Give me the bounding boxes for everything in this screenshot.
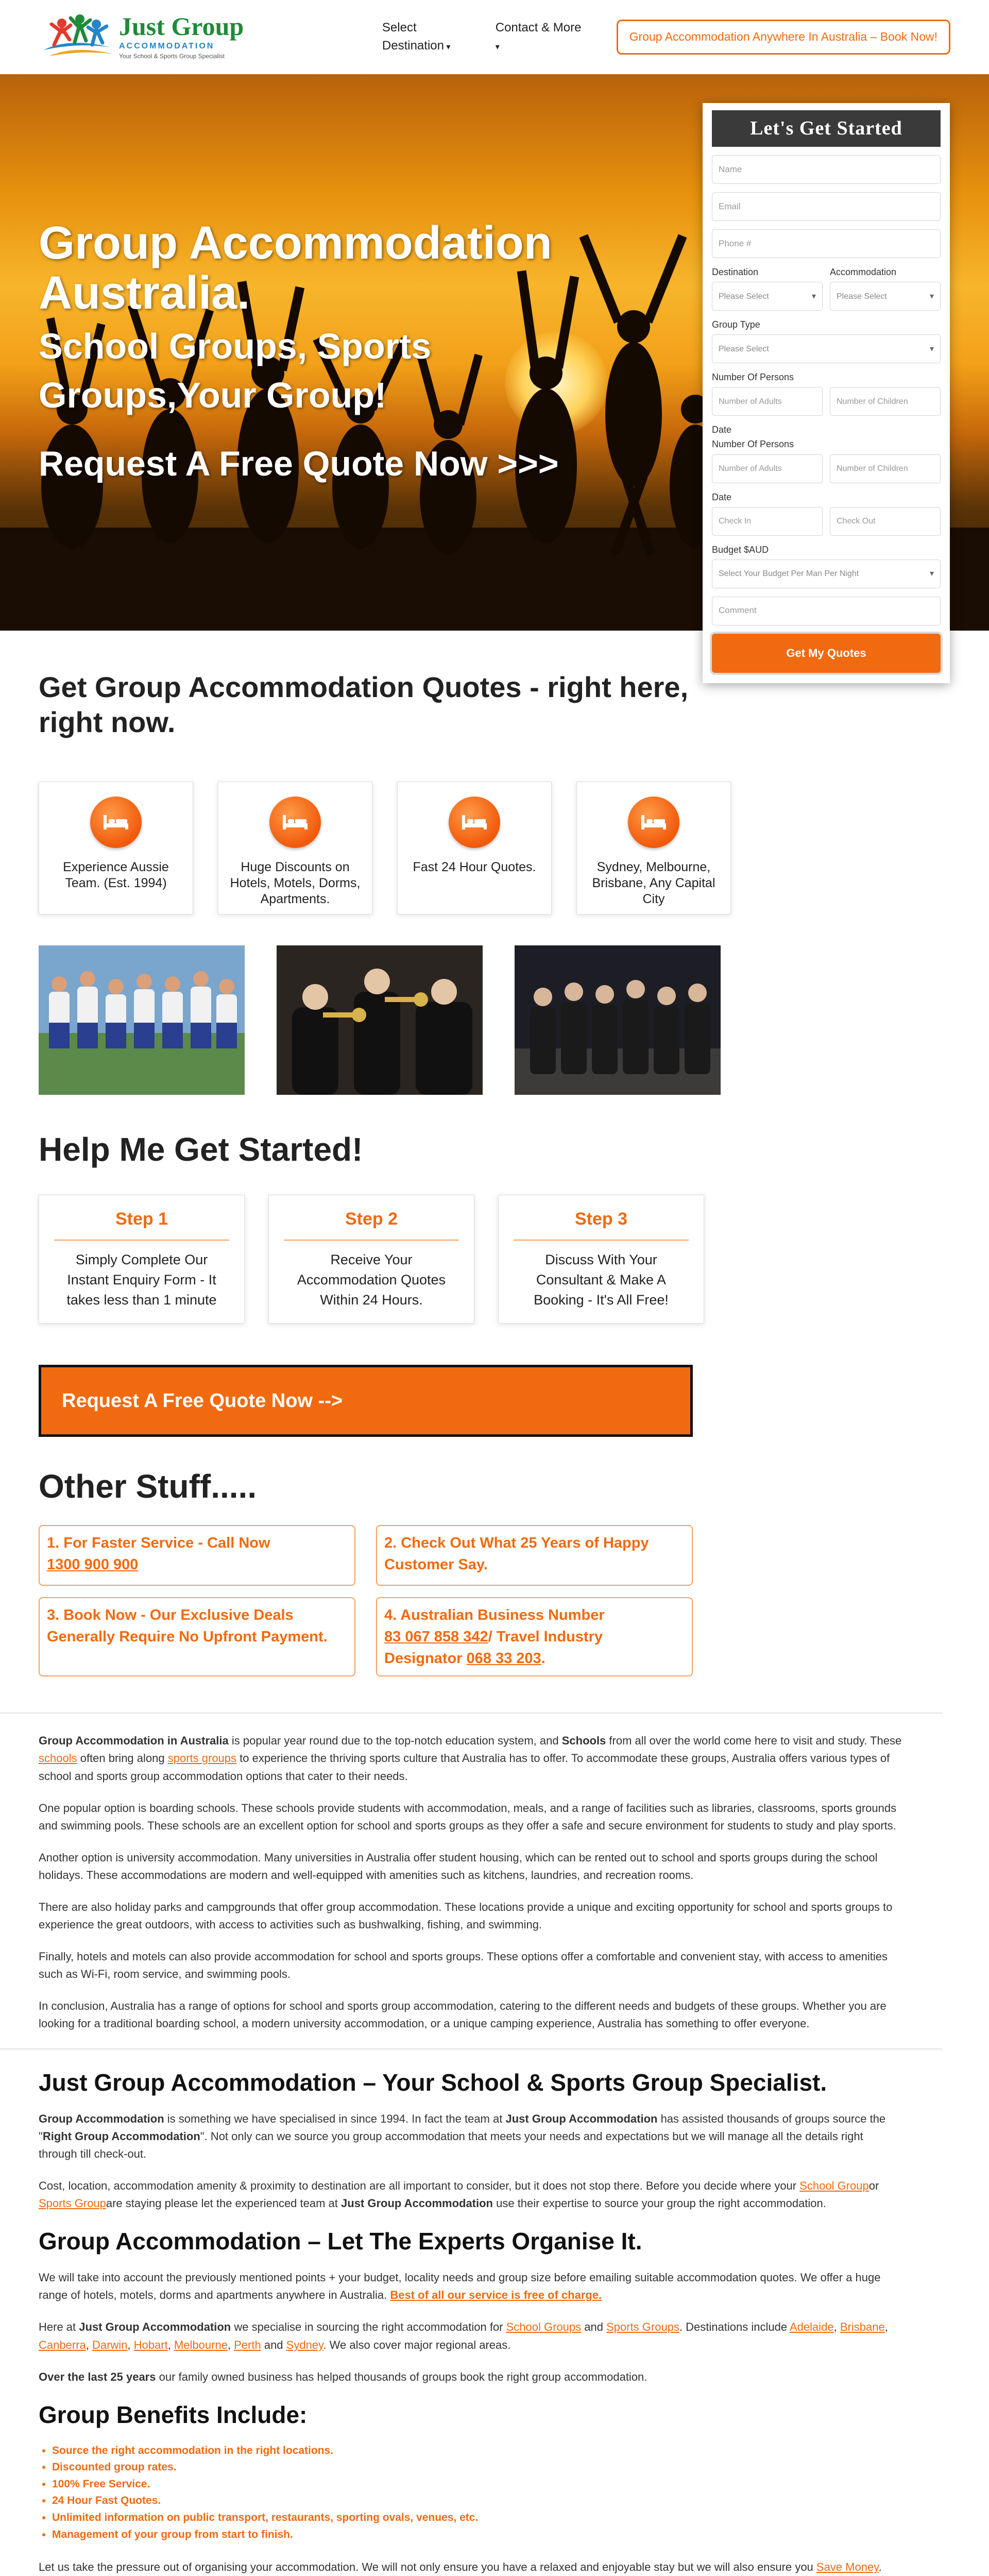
benefit-item: • Discounted group rates.	[52, 2459, 904, 2476]
text: We will take into account the previously mentioned points + your budget, locality needs and group size before emailing suitable accommodation quotes. We offer a huge range of hotels, motels, dorms and apartments anywhere in Australia.	[39, 2271, 881, 2302]
step-desc: Discuss With Your Consultant & Make A Booking - It's All Free!	[534, 1251, 669, 1308]
budget-select[interactable]	[712, 560, 941, 588]
city-link-brisbane[interactable]: Brisbane	[840, 2320, 885, 2334]
feature-cards	[39, 782, 950, 914]
call-box	[39, 1525, 355, 1586]
bed-icon	[90, 796, 142, 848]
logo-figures-icon	[39, 9, 116, 65]
text: and	[581, 2320, 607, 2334]
hero-text	[39, 218, 559, 489]
text: . Destinations include	[679, 2320, 790, 2334]
paragraph: Another option is university accommodation. Many universities in Australia offer student housing, which can be rented out to school and sports groups during the school holidays. These accommodations are modern and well-equipped with amenities such as kitchens, laundries, and recreation rooms.	[39, 1851, 878, 1882]
steps	[39, 1195, 950, 1324]
name-input[interactable]: Name	[712, 155, 941, 184]
check-out-input[interactable]: Check Out	[830, 507, 941, 536]
feature-text: Huge Discounts on Hotels, Motels, Dorms, Apartments.	[230, 859, 361, 907]
hero-subtitle-line1: School Groups, Sports	[39, 326, 432, 367]
group-type-value: Please Select	[719, 344, 769, 353]
logo-subtitle: ACCOMMODATION	[119, 41, 215, 50]
text: are staying please let the experienced team at	[106, 2197, 342, 2210]
text: our family owned business has helped thousands of groups book the right group accommodation.	[156, 2370, 647, 2383]
period: .	[541, 1650, 545, 1667]
text: we specialise in sourcing the right accommodation for	[231, 2320, 506, 2334]
quotes-heading: Get Group Accommodation Quotes - right here, right now.	[39, 671, 689, 739]
check-in-input[interactable]: Check In	[712, 507, 823, 536]
email-input[interactable]: Email	[712, 192, 941, 221]
school-group-link[interactable]: School Group	[799, 2179, 869, 2192]
free-quote-button[interactable]: Request A Free Quote Now -->	[39, 1365, 693, 1437]
free-service-link[interactable]: Best of all our service is free of charge.	[390, 2289, 602, 2302]
site-logo[interactable]	[39, 9, 320, 65]
experts-heading: Group Accommodation – Let The Experts Organise It.	[39, 2228, 642, 2255]
nav-contact-more[interactable]: Contact & More ▾	[496, 19, 582, 55]
accommodation-select[interactable]	[830, 282, 941, 311]
bold-text: Group Accommodation in Australia	[39, 1734, 229, 1748]
schools-link[interactable]: schools	[39, 1752, 77, 1765]
step-desc: Receive Your Accommodation Quotes Within 24 Hours.	[297, 1251, 446, 1308]
bed-icon	[628, 796, 679, 848]
text: . We also cover major regional areas.	[323, 2338, 511, 2351]
designator-link[interactable]: 068 33 203	[466, 1650, 541, 1667]
paragraph	[39, 2269, 904, 2304]
children-input[interactable]: Number of Children	[830, 387, 941, 416]
paragraph: Here at Just Group Accommodation we specialise in sourcing the right accommodation for School Groups and Sports Groups. Destinations include Adelaide, Brisbane, Canberra, Darwin, Hobart, Melbourne, Perth and Sydney. We also cover major regional areas.	[39, 2320, 888, 2351]
benefits-heading: Group Benefits Include:	[39, 2401, 308, 2428]
book-now-text: 3. Book Now - Our Exclusive Deals Generally Require No Upfront Payment.	[47, 1607, 328, 1646]
photo-gallery	[39, 945, 950, 1095]
divider	[0, 2048, 943, 2049]
sports-group-link[interactable]: Sports Group	[39, 2197, 106, 2210]
bold-text: Schools	[561, 1734, 606, 1748]
phone-input[interactable]: Phone #	[712, 229, 941, 258]
abn-box	[376, 1597, 693, 1676]
paragraph	[39, 1732, 904, 1785]
sports-team-photo	[39, 945, 245, 1095]
group-type-label: Group Type	[712, 319, 760, 330]
hero-subtitle-line2: Groups,Your Group!	[39, 375, 387, 415]
step-title: Step 3	[574, 1209, 628, 1229]
paragraph: Finally, hotels and motels can also provide accommodation for school and sports groups. These options offer a comfortable and convenient stay, with access to amenities such as Wi-Fi, room service, and swimming pools.	[39, 1950, 888, 1981]
paragraph: In conclusion, Australia has a range of options for school and sports group accommodation, catering to the different needs and budgets of these groups. Whether you are looking for a traditional boarding school, a modern university accommodation, or a unique camping experience, Australia has something to offer everyone.	[39, 1999, 886, 2030]
budget-value: Select Your Budget Per Man Per Night	[719, 569, 859, 579]
persons-label-2: Number Of Persons	[712, 439, 794, 450]
bed-icon	[449, 796, 500, 848]
text: .	[878, 2561, 882, 2574]
city-link-melbourne[interactable]: Melbourne	[174, 2338, 228, 2351]
paragraph: One popular option is boarding schools. These schools provide students with accommodation, meals, and a range of facilities such as libraries, classrooms, sports grounds and swimming pools. These schools are an excellent option for school and sports groups as they offer a safe and secure environment for students to study and play sports.	[39, 1801, 897, 1832]
comment-input[interactable]: Comment	[712, 597, 941, 625]
text: Cost, location, accommodation amenity & proximity to destination are all important to consider, but it does not stop there. Before you decide where your	[39, 2179, 800, 2192]
step-divider	[514, 1240, 689, 1241]
bold-text: Just Group Accommodation	[505, 2112, 658, 2125]
help-heading: Help Me Get Started!	[39, 1130, 363, 1168]
abn-link[interactable]: 83 067 858 342	[384, 1629, 488, 1646]
destination-value: Please Select	[719, 292, 769, 301]
accommodation-label: Accommodation	[830, 267, 897, 278]
city-link-perth[interactable]: Perth	[234, 2338, 261, 2351]
text: has assisted thousands of groups source the "	[39, 2112, 886, 2143]
text: ". Not only can we source you group accommodation that meets your needs and expectations but we will manage all the details right through till check-out.	[39, 2129, 863, 2160]
hero-quote-link[interactable]: Request A Free Quote Now >>>	[39, 444, 559, 484]
date-label-2: Date	[712, 492, 732, 502]
phone-link[interactable]: 1300 900 900	[47, 1556, 139, 1573]
text: to experience the thriving sports culture that Australia has to offer. To accommodate these groups, Australia offers various types of school and sports group accommodation options that cater to their needs.	[39, 1752, 890, 1783]
benefit-item: • 100% Free Service.	[52, 2476, 904, 2493]
hero-title-line2: Australia.	[39, 267, 250, 319]
step-divider	[54, 1240, 229, 1241]
adults-input[interactable]: Number of Adults	[712, 387, 823, 416]
accommodation-value: Please Select	[837, 292, 887, 301]
text: or	[868, 2179, 879, 2192]
destination-label: Destination	[712, 267, 759, 278]
book-now-box[interactable]	[39, 1597, 355, 1676]
paragraph: There are also holiday parks and campgrounds that offer group accommodation. These locations provide a unique and exciting opportunity for school and sports groups to experience the great outdoors, with access to activities such as bushwalking, fishing, and swimming.	[39, 1901, 893, 1931]
bed-icon	[269, 796, 321, 848]
benefit-item: • Source the right accommodation in the right locations.	[52, 2443, 904, 2460]
band-photo	[277, 945, 483, 1095]
save-money-link[interactable]: Save Money	[816, 2561, 879, 2574]
sports-groups-link[interactable]: Sports Groups	[606, 2320, 679, 2334]
get-quotes-button[interactable]: Get My Quotes	[712, 634, 941, 673]
specialist-heading: Just Group Accommodation – Your School & Sports Group Specialist.	[39, 2069, 827, 2096]
call-text: 1. For Faster Service - Call Now	[47, 1535, 270, 1552]
sports-groups-link[interactable]: sports groups	[167, 1752, 237, 1765]
feature-text: Sydney, Melbourne, Brisbane, Any Capital City	[592, 859, 715, 907]
paragraph	[39, 2558, 904, 2576]
text: Let us take the pressure out of organising your accommodation. We will not only ensure you have a relaxed and enjoyable stay but we will also ensure you	[39, 2561, 816, 2574]
feature-card	[576, 782, 731, 914]
feature-card	[397, 782, 552, 914]
step-card	[268, 1195, 474, 1324]
logo-name: Just Group	[119, 11, 244, 41]
text: is popular year round due to the top-notch education system, and	[228, 1734, 562, 1748]
adults-input-2[interactable]: Number of Adults	[712, 454, 823, 483]
feature-text: Experience Aussie Team. (Est. 1994)	[63, 859, 169, 890]
bold-text: Over the last 25 years	[39, 2370, 156, 2383]
city-link-hobart[interactable]: Hobart	[133, 2338, 168, 2351]
feature-card	[39, 782, 193, 914]
benefit-item: • Unlimited information on public transport, restaurants, sporting ovals, venues, etc.	[52, 2510, 904, 2527]
text: use their expertise to source your group the right accommodation.	[493, 2197, 826, 2210]
divider	[0, 1713, 943, 1714]
city-link-sydney[interactable]: Sydney	[286, 2338, 323, 2351]
designator-text: / Travel Industry Designator	[384, 1629, 603, 1667]
benefit-item: • 24 Hour Fast Quotes.	[52, 2493, 904, 2510]
paragraph	[39, 2368, 904, 2386]
abn-text: 4. Australian Business Number	[384, 1607, 605, 1624]
step-divider	[284, 1240, 459, 1241]
main-nav	[382, 19, 950, 55]
school-groups-link[interactable]: School Groups	[506, 2320, 582, 2334]
hero-title-line1: Group Accommodation	[39, 217, 552, 269]
book-now-button[interactable]: Group Accommodation Anywhere In Australia – Book Now!	[617, 20, 950, 54]
city-link-darwin[interactable]: Darwin	[92, 2338, 128, 2351]
step-title: Step 2	[345, 1209, 398, 1229]
other-heading: Other Stuff.....	[39, 1468, 257, 1505]
text: often bring along	[77, 1752, 168, 1765]
benefits-list	[52, 2443, 904, 2543]
step-card	[498, 1195, 704, 1324]
step-card	[39, 1195, 245, 1324]
city-link-adelaide[interactable]: Adelaide	[789, 2320, 834, 2334]
bold-text: Right Group Accommodation	[42, 2129, 200, 2143]
info-boxes	[39, 1525, 950, 1676]
site-header	[0, 0, 989, 74]
performance-group-photo	[515, 945, 721, 1095]
logo-tagline: Your School & Sports Group Specialist	[119, 52, 225, 60]
bold-text: Group Accommodation	[39, 2112, 164, 2125]
city-link-canberra[interactable]: Canberra	[39, 2338, 86, 2351]
feature-text: Fast 24 Hour Quotes.	[413, 859, 536, 874]
text: from all over the world come here to visit and study. These	[606, 1734, 902, 1748]
benefit-item: • Management of your group from start to finish.	[52, 2527, 904, 2544]
feature-card	[218, 782, 372, 914]
destination-select[interactable]	[712, 282, 823, 311]
text: Here at	[39, 2320, 79, 2334]
form-title: Let's Get Started	[712, 110, 941, 147]
testimonials-text: 2. Check Out What 25 Years of Happy Customer Say.	[384, 1535, 649, 1573]
paragraph	[39, 2110, 904, 2163]
step-desc: Simply Complete Our Instant Enquiry Form - It takes less than 1 minute	[66, 1251, 217, 1308]
nav-select-destination[interactable]: Select Destination ▾	[382, 19, 481, 55]
article	[0, 1713, 943, 2576]
group-type-select[interactable]	[712, 334, 941, 363]
bold-text: Just Group Accommodation	[79, 2320, 231, 2334]
testimonials-box[interactable]	[376, 1525, 693, 1586]
persons-label: Number Of Persons	[712, 372, 794, 383]
children-input-2[interactable]: Number of Children	[830, 454, 941, 483]
budget-label: Budget $AUD	[712, 544, 769, 555]
paragraph	[39, 2177, 904, 2212]
step-title: Step 1	[115, 1209, 168, 1229]
text: is something we have specialised in since 1994. In fact the team at	[164, 2112, 506, 2125]
enquiry-form	[703, 103, 950, 683]
bold-text: Just Group Accommodation	[341, 2197, 493, 2210]
date-label: Date	[712, 425, 732, 435]
